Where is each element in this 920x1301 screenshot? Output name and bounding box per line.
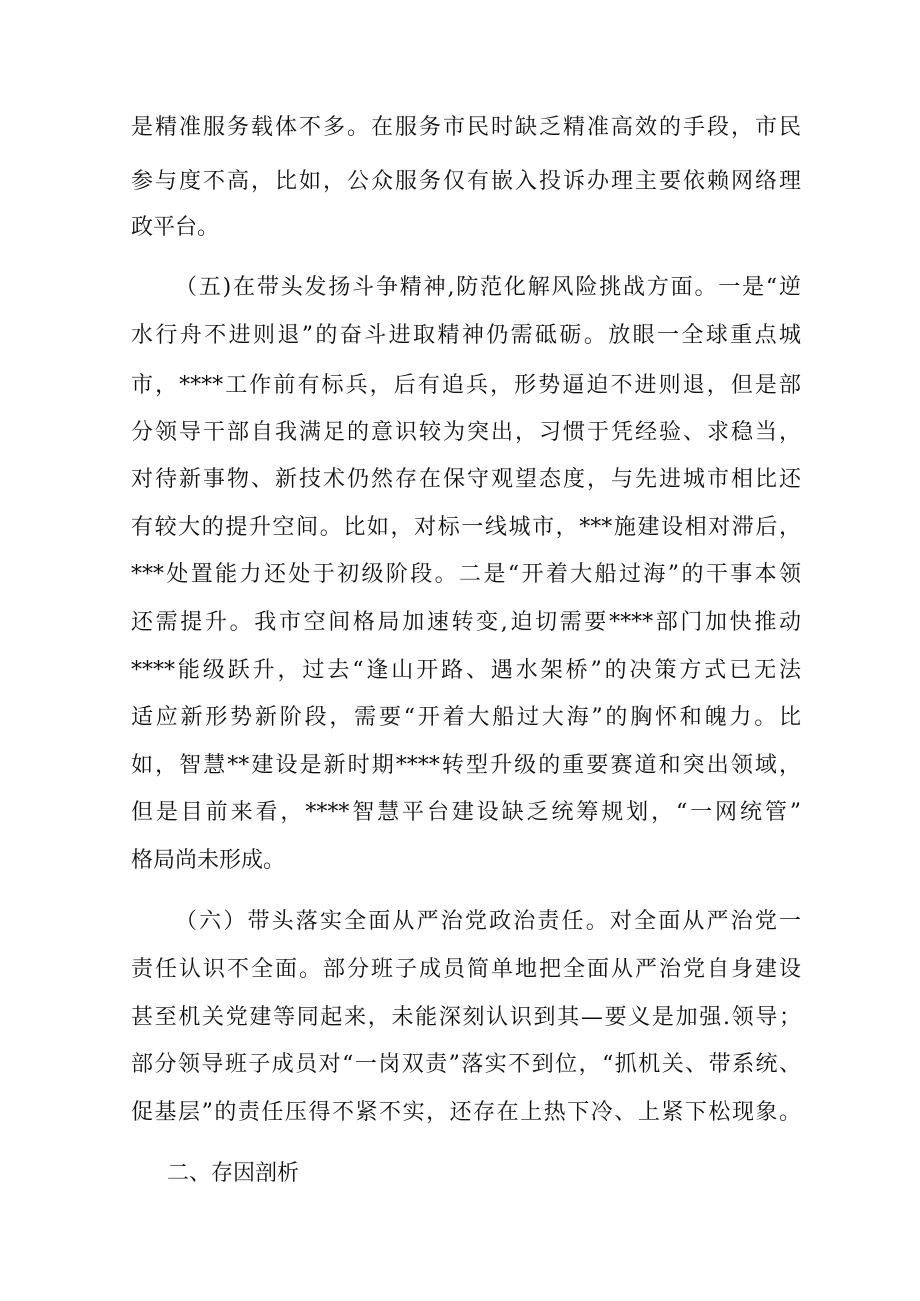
text-line: 分领导干部自我满足的意识较为突出，习惯于凭经验、求稳当， <box>131 420 801 445</box>
text-line: 水行舟不进则退”的奋斗进取精神仍需砥砺。放眼一全球重点城 <box>131 323 801 348</box>
text-line: 如，智慧**建设是新时期****转型升级的重要赛道和突出领域， <box>131 753 801 778</box>
text-line: 政平台。 <box>131 215 220 240</box>
text-line: 责任认识不全面。部分班子成员简单地把全面从严治党自身建设 <box>131 957 801 982</box>
text-line: 市，****工作前有标兵，后有追兵，形势逼迫不进则退，但是部 <box>131 373 801 398</box>
text-line: 还需提升。我市空间格局加速转变,迫切需要****部门加快推动 <box>131 610 801 635</box>
text-line: 对待新事物、新技术仍然存在保守观望态度，与先进城市相比还 <box>131 467 801 492</box>
text-line: 部分领导班子成员对“一岗双责”落实不到位，“抓机关、带系统、 <box>131 1052 801 1077</box>
text-line: ***处置能力还处于初级阶段。二是“开着大船过海”的干事本领 <box>131 562 801 587</box>
text-line: （五)在带头发扬斗争精神,防范化解风险挑战方面。一是“逆 <box>175 275 801 300</box>
text-line: （六）带头落实全面从严治党政治责任。对全面从严治党一 <box>175 909 801 934</box>
text-line: 是精准服务载体不多。在服务市民时缺乏精准高效的手段，市民 <box>131 115 801 140</box>
text-line: ****能级跃升，过去“逢山开路、遇水架桥”的决策方式已无法 <box>131 658 801 683</box>
text-line: 适应新形势新阶段，需要“开着大船过大海”的胸怀和魄力。比 <box>131 705 801 730</box>
text-line: 促基层”的责任压得不紧不实，还存在上热下冷、上紧下松现象。 <box>131 1100 801 1125</box>
section-heading: 二、存因剖析 <box>167 1161 300 1186</box>
text-line: 格局尚未形成。 <box>131 848 286 873</box>
text-line: 甚至机关党建等同起来，未能深刻认识到其—要义是加强.领导； <box>131 1005 801 1030</box>
text-line: 有较大的提升空间。比如，对标一线城市，***施建设相对滞后， <box>131 515 801 540</box>
text-line: 参与度不高，比如，公众服务仅有嵌入投诉办理主要依赖网络理 <box>131 169 801 194</box>
text-line: 但是目前来看，****智慧平台建设缺乏统筹规划，“一网统管” <box>131 800 801 825</box>
